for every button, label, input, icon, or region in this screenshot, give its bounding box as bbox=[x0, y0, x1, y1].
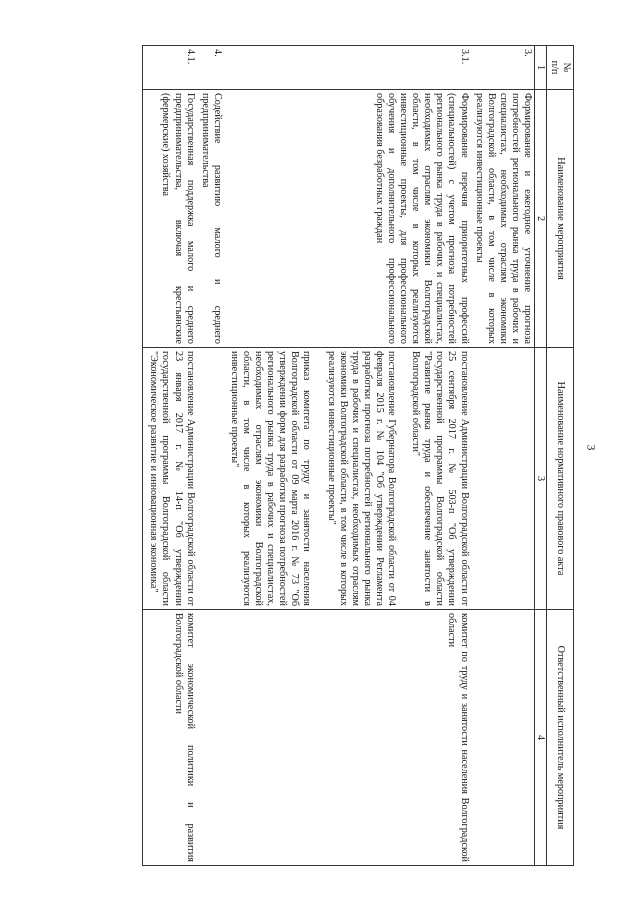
measure-name: Формирование перечня приоритетных профессий (специальностей) с учетом прогноза потребностей регионального рынка труда в рабочих и специалистах, необходимых отраслям экономики Волгоградской области, в том числе в которых реализуются инвестиционные проекты, для профессионального обучения и дополнительного профессионального образования безработных граждан bbox=[224, 90, 471, 348]
table-row bbox=[224, 46, 471, 866]
table-row bbox=[471, 46, 535, 866]
header-number: № п/п bbox=[547, 46, 574, 90]
table-row bbox=[197, 46, 224, 866]
executor bbox=[471, 610, 535, 866]
table-body bbox=[143, 46, 535, 866]
measure-name: Государственная поддержка малого и среднего предпринимательства, включая крестьянские (фермерские) хозяйства bbox=[143, 90, 197, 348]
measure-name: Формирование и ежегодное уточнение прогноза потребностей регионального рынка труда в рабочих и специалистах, необходимых отраслям экономики Волгоградской области, в том числе в которых реализуются инвестиционные проекты bbox=[471, 90, 535, 348]
executor: комитет экономической политики и развития Волгоградской области bbox=[143, 610, 197, 866]
legal-acts-cell bbox=[471, 348, 535, 610]
row-number: 4. bbox=[197, 46, 224, 90]
legal-act: приказ комитета по труду и занятости населения Волгоградской области от 09 марта 2016 г. № 73 "Об утверждении форм для разработки прогноза потребностей регионального рынка труда в рабочих и специалистах, необходимых отраслям экономики Волгоградской области, в том числе в которых реализуются инвестиционные проекты" bbox=[228, 351, 313, 606]
header-executor: Ответственный исполнитель мероприятия bbox=[547, 610, 574, 866]
row-number: 4.1. bbox=[143, 46, 197, 90]
column-number: 3 bbox=[535, 348, 547, 610]
legal-acts-cell bbox=[224, 348, 471, 610]
measures-table bbox=[142, 45, 574, 866]
measure-name: Содействие развитию малого и среднего предпринимательства bbox=[197, 90, 224, 348]
executor: комитет по труду и занятости населения Волгоградской области bbox=[224, 610, 471, 866]
column-number: 4 bbox=[535, 610, 547, 866]
legal-act: постановление Администрации Волгоградской области от 23 января 2017 г. № 14-п "Об утверждении государственной программы Волгоградской области "Экономическое развитие и инновационная экономика" bbox=[148, 351, 196, 606]
rotated-page-content bbox=[114, 45, 574, 865]
row-number: 3.1. bbox=[224, 46, 471, 90]
header-legal-act: Наименование нормативного правового акта bbox=[547, 348, 574, 610]
column-numbers-row bbox=[535, 46, 547, 866]
table-header-row bbox=[547, 46, 574, 866]
legal-acts-cell bbox=[143, 348, 197, 610]
legal-acts-cell bbox=[197, 348, 224, 610]
header-measure-name: Наименование мероприятия bbox=[547, 90, 574, 348]
table-row bbox=[143, 46, 197, 866]
legal-act: постановление Губернатора Волгоградской области от 04 февраля 2015 г. № 104 "Об утверждении Регламента разработки прогноза потребностей регионального рынка труда в рабочих и специалистах, необходимых отраслям экономики Волгоградской области, в том числе в которых реализуются инвестиционные проекты" bbox=[325, 351, 398, 606]
legal-act: постановление Администрации Волгоградской области от 25 сентября 2017 г. № 503-п "Об утверждении государственной программы Волгоградской области "Развитие рынка труда и обеспечение занятости в Волгоградской области" bbox=[410, 351, 470, 606]
row-number: 3. bbox=[471, 46, 535, 90]
column-number: 1 bbox=[535, 46, 547, 90]
page-number: 3 bbox=[584, 444, 599, 451]
column-number: 2 bbox=[535, 90, 547, 348]
executor bbox=[197, 610, 224, 866]
